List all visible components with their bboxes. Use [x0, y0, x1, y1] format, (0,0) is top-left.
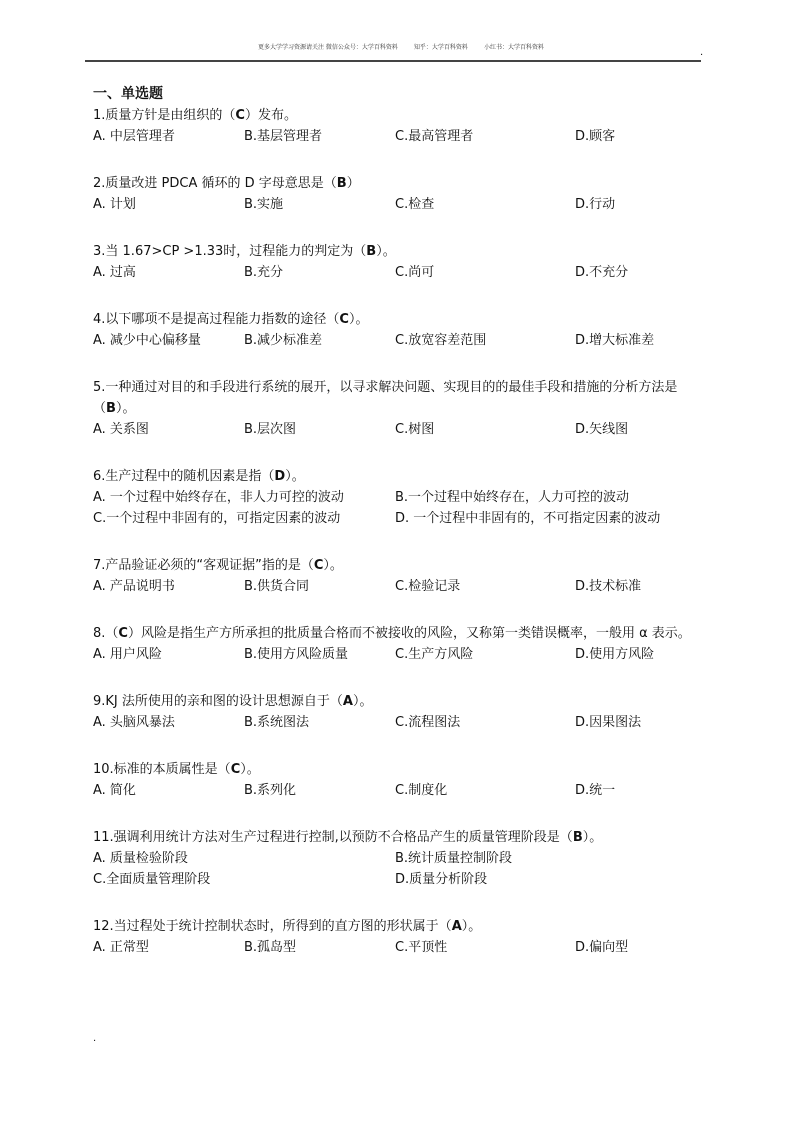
option: D. 一个过程中非固有的，不可指定因素的波动 — [395, 511, 661, 526]
stem-text: 10.标准的本质属性是（ — [93, 762, 231, 777]
stem-text: ）。 — [582, 830, 603, 845]
answer-letter: B — [106, 401, 116, 416]
question — [93, 759, 708, 801]
question-stem — [93, 309, 708, 330]
option: A. 减少中心偏移量 — [93, 333, 201, 348]
options-grid — [93, 848, 708, 890]
dot-mark: . — [93, 1033, 97, 1044]
stem-text: 4.以下哪项不是提高过程能力指数的途径（ — [93, 312, 340, 327]
options-grid — [93, 194, 708, 215]
options-grid — [93, 712, 708, 733]
content — [93, 84, 708, 984]
stem-text: ）风险是指生产方所承担的批质量合格而不被接收的风险，又称第一类错误概率，一般用 α 表示。 — [127, 626, 691, 641]
option: D.增大标准差 — [575, 333, 655, 348]
page-header — [258, 44, 544, 52]
stem-text: 12.当过程处于统计控制状态时，所得到的直方图的形状属于（ — [93, 919, 452, 934]
option: B.系统图法 — [244, 715, 310, 730]
question-list — [93, 105, 708, 958]
stem-text: 9.KJ 法所使用的亲和图的设计思想源自于（ — [93, 694, 343, 709]
option: C.检验记录 — [395, 579, 461, 594]
question-stem — [93, 623, 708, 644]
question — [93, 105, 708, 147]
option: C.检查 — [395, 197, 435, 212]
option: C.树图 — [395, 422, 435, 437]
option: C.平顶性 — [395, 940, 448, 955]
options-grid — [93, 644, 708, 665]
question-stem — [93, 555, 708, 576]
question-stem — [93, 105, 708, 126]
stem-text: ）。 — [461, 919, 482, 934]
option: A. 头脑风暴法 — [93, 715, 175, 730]
option: D.统一 — [575, 783, 616, 798]
stem-text: 11.强调利用统计方法对生产过程进行控制,以预防不合格品产生的质量管理阶段是（ — [93, 830, 573, 845]
option: D.顾客 — [575, 129, 616, 144]
answer-letter: C — [235, 108, 245, 123]
options-grid — [93, 576, 708, 597]
option: C.流程图法 — [395, 715, 461, 730]
options-grid — [93, 126, 708, 147]
dot-mark: . — [700, 47, 704, 58]
answer-letter: B — [366, 244, 377, 259]
stem-text: 6.生产过程中的随机因素是指（ — [93, 469, 275, 484]
option: A. 关系图 — [93, 422, 149, 437]
options-grid — [93, 780, 708, 801]
question — [93, 466, 708, 529]
options-grid — [93, 937, 708, 958]
option: A. 正常型 — [93, 940, 149, 955]
stem-text: ）。 — [348, 312, 369, 327]
question — [93, 241, 708, 283]
answer-letter: C — [313, 558, 324, 573]
options-grid — [93, 419, 708, 440]
question-stem — [93, 827, 708, 848]
option: A. 产品说明书 — [93, 579, 175, 594]
option: D.质量分析阶段 — [395, 872, 488, 887]
option: D.偏向型 — [575, 940, 629, 955]
options-grid — [93, 262, 708, 283]
question-stem — [93, 691, 708, 712]
option: B.层次图 — [244, 422, 297, 437]
question — [93, 377, 708, 440]
answer-letter: B — [336, 176, 347, 191]
answer-letter: A — [342, 694, 353, 709]
options-grid — [93, 330, 708, 351]
stem-text: 7.产品验证必须的“客观证据”指的是（ — [93, 558, 314, 573]
question — [93, 173, 708, 215]
answer-letter: C — [339, 312, 349, 327]
option: C.最高管理者 — [395, 129, 474, 144]
stem-text: ）发布。 — [244, 108, 297, 123]
answer-letter: C — [118, 626, 128, 641]
option: C.尚可 — [395, 265, 435, 280]
option: B.使用方风险质量 — [244, 647, 349, 662]
option: A. 中层管理者 — [93, 129, 175, 144]
option: D.因果图法 — [575, 715, 642, 730]
header-text: 更多大学学习资源请关注 微信公众号：大学百科资料 — [258, 44, 398, 51]
stem-text: 8.（ — [93, 626, 119, 641]
option: B.系列化 — [244, 783, 297, 798]
stem-text: ）。 — [240, 762, 260, 777]
option: B.供货合同 — [244, 579, 310, 594]
stem-text: ）。 — [115, 401, 136, 416]
option: C.生产方风险 — [395, 647, 474, 662]
question — [93, 555, 708, 597]
question-stem — [93, 759, 708, 780]
option: D.矢线图 — [575, 422, 629, 437]
header-text: 知乎：大学百科资料 — [413, 44, 468, 51]
option: A. 质量检验阶段 — [93, 851, 188, 866]
option: B.实施 — [244, 197, 284, 212]
option: A. 过高 — [93, 265, 136, 280]
option: D.使用方风险 — [575, 647, 655, 662]
answer-letter: C — [230, 762, 241, 777]
option: D.行动 — [575, 197, 616, 212]
options-grid — [93, 487, 708, 529]
option: C.制度化 — [395, 783, 448, 798]
answer-letter: B — [572, 830, 583, 845]
stem-text: ）。 — [352, 694, 373, 709]
question — [93, 691, 708, 733]
section-title: 一、单选题 — [93, 86, 163, 102]
stem-text: 1.质量方针是由组织的（ — [93, 108, 236, 123]
header-rule — [85, 60, 701, 62]
answer-letter: A — [451, 919, 462, 934]
question — [93, 916, 708, 958]
question — [93, 623, 708, 665]
header-text: 小红书：大学百科资料 — [483, 44, 544, 51]
option: C.一个过程中非固有的，可指定因素的波动 — [93, 511, 341, 526]
stem-text: 2.质量改进 PDCA 循环的 D 字母意思是（ — [93, 176, 337, 191]
option: C.放宽容差范围 — [395, 333, 487, 348]
option: B.统计质量控制阶段 — [395, 851, 513, 866]
stem-text: ）。 — [323, 558, 343, 573]
option: A. 一个过程中始终存在，非人力可控的波动 — [93, 490, 344, 505]
question-stem — [93, 241, 708, 262]
option: B.充分 — [244, 265, 284, 280]
stem-text: ）。 — [285, 469, 305, 484]
option: A. 用户风险 — [93, 647, 162, 662]
question-stem — [93, 377, 708, 419]
answer-letter: D — [274, 469, 286, 484]
question-stem — [93, 466, 708, 487]
option: B.孤岛型 — [244, 940, 297, 955]
option: B.基层管理者 — [244, 129, 323, 144]
question-stem — [93, 173, 708, 194]
option: B.一个过程中始终存在，人力可控的波动 — [395, 490, 630, 505]
stem-text: 5.一种通过对目的和手段进行系统的展开，以寻求解决问题、实现目的的最佳手段和措施的分析方法是（ — [93, 380, 678, 416]
question — [93, 827, 708, 890]
question-stem — [93, 916, 708, 937]
question — [93, 309, 708, 351]
stem-text: ） — [346, 176, 360, 191]
option: A. 计划 — [93, 197, 136, 212]
stem-text: ）。 — [376, 244, 396, 259]
option: C.全面质量管理阶段 — [93, 872, 211, 887]
option: D.技术标准 — [575, 579, 642, 594]
option: A. 简化 — [93, 783, 136, 798]
option: B.减少标准差 — [244, 333, 323, 348]
option: D.不充分 — [575, 265, 629, 280]
stem-text: 3.当 1.67>CP >1.33时，过程能力的判定为（ — [93, 244, 367, 259]
